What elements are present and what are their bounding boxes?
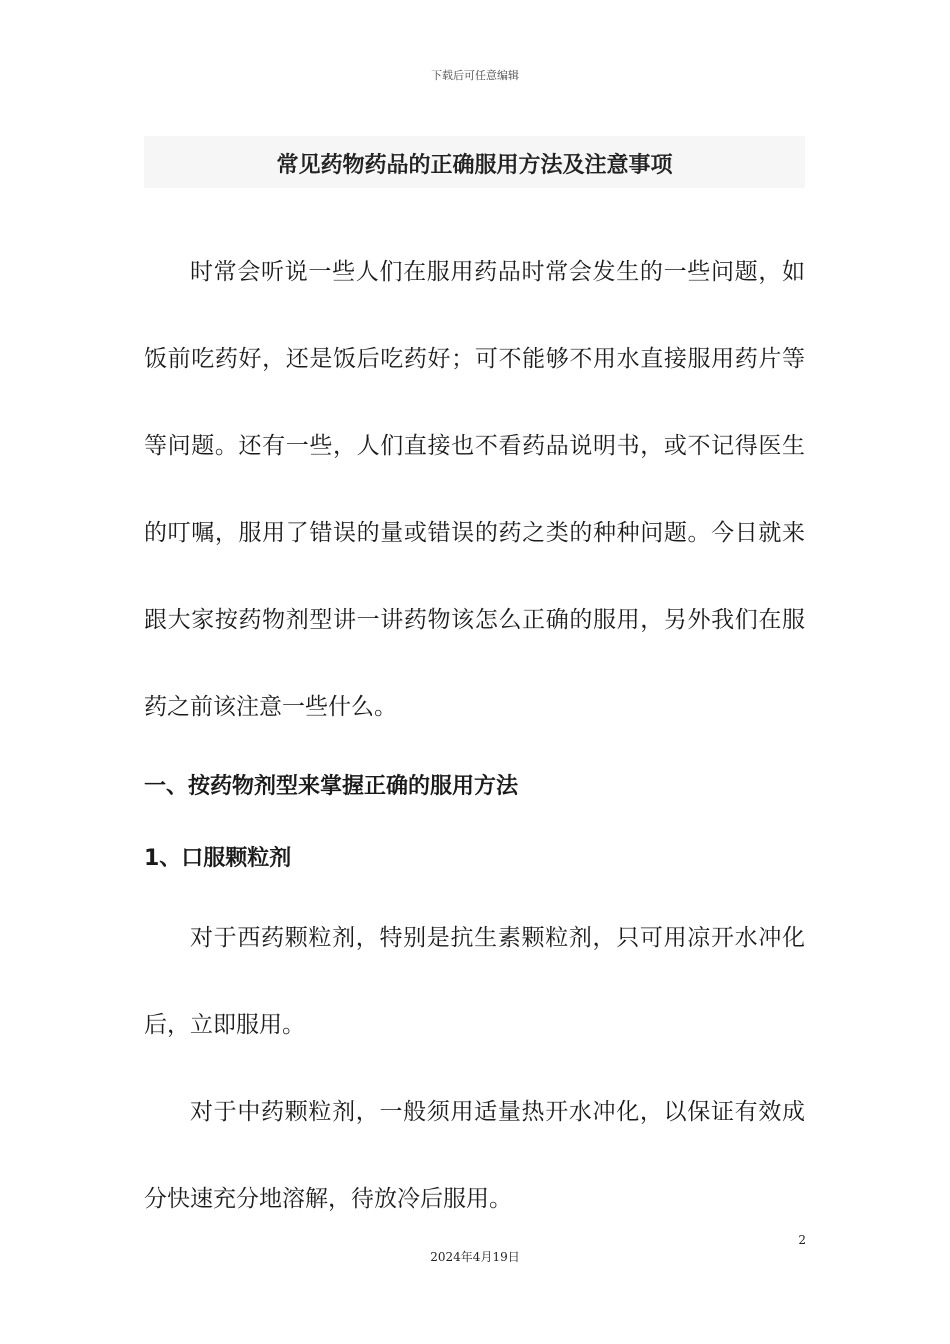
intro-paragraph: 时常会听说一些人们在服用药品时常会发生的一些问题，如饭前吃药好，还是饭后吃药好；可不能够不用水直接服用药片等等问题。还有一些，人们直接也不看药品说明书，或不记得医生的叮嘱，服用了错误的量或错误的药之类的种种问题。今日就来跟大家按药物剂型讲一讲药物该怎么正确的服用，另外我们在服药之前该注意一些什么。 — [144, 259, 805, 720]
chinese-granules-paragraph: 对于中药颗粒剂，一般须用适量热开水冲化，以保证有效成分快速充分地溶解，待放冷后服用。 — [144, 1099, 805, 1212]
subsection-heading: 1、口服颗粒剂 — [144, 846, 292, 871]
document-title: 常见药物药品的正确服用方法及注意事项 — [276, 153, 673, 178]
footer-date: 2024年4月19日 — [430, 1250, 520, 1264]
section-heading: 一、按药物剂型来掌握正确的服用方法 — [144, 774, 519, 799]
document-body — [144, 229, 805, 1243]
western-granules-paragraph: 对于西药颗粒剂，特别是抗生素颗粒剂，只可用凉开水冲化后，立即服用。 — [144, 925, 805, 1038]
page-number: 2 — [798, 1233, 806, 1247]
header-note: 下载后可任意编辑 — [431, 69, 519, 82]
